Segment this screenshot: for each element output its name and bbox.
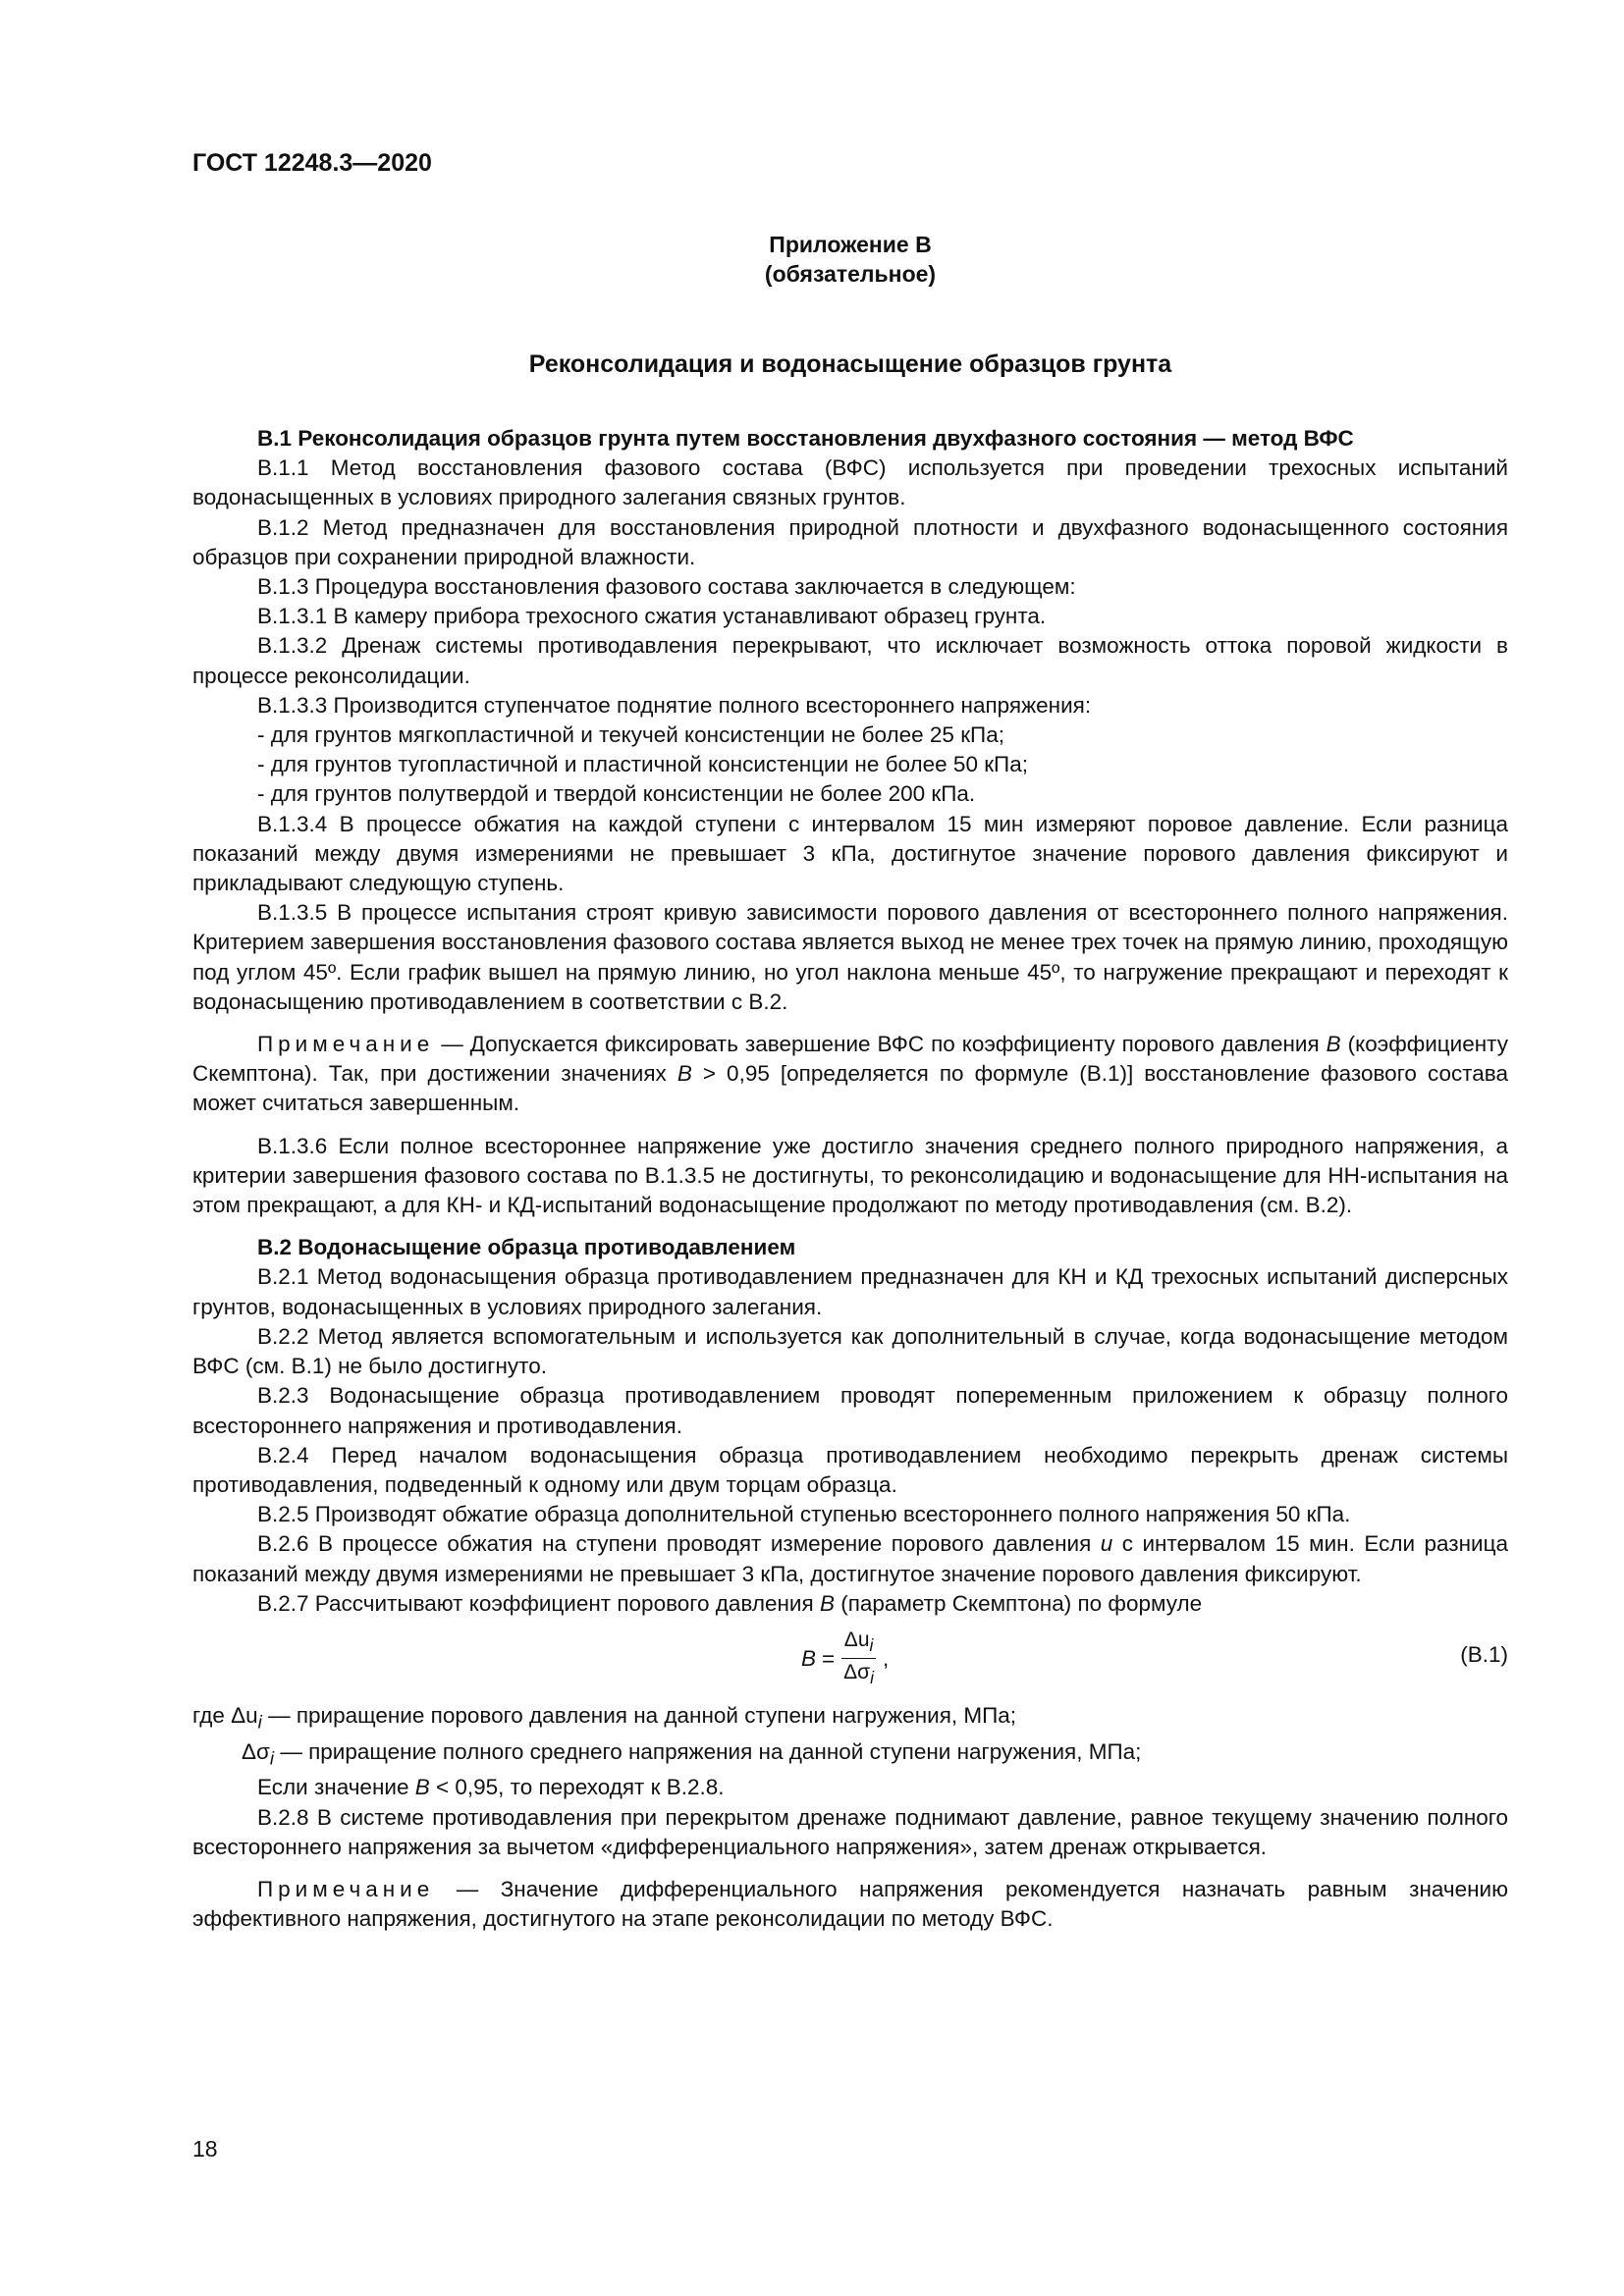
condition-line <box>192 1773 1508 1802</box>
formula-number: (В.1) <box>1460 1641 1508 1667</box>
paragraph-text: Если значение <box>257 1775 415 1800</box>
paragraph-b2-1: В.2.1 Метод водонасыщения образца противодавлением предназначен для КН и КД трехосных испытаний дисперсных грунтов, водонасыщенных в условиях природного залегания. <box>192 1264 1508 1319</box>
paragraph-b1-1: В.1.1 Метод восстановления фазового состава (ВФС) используется при проведении трехосных испытаний водонасыщенных в условиях природного залегания связных грунтов. <box>192 455 1508 510</box>
note-2 <box>192 1875 1508 1934</box>
formula-denominator <box>840 1659 877 1689</box>
variable-b: B <box>819 1590 835 1616</box>
list-item: - для грунтов мягкопластичной и текучей консистенции не более 25 кПа; <box>257 722 1004 748</box>
paragraph-b1-3-5: В.1.3.5 В процессе испытания строят кривую зависимости порового давления от всестороннего полного напряжения. Критерием завершения восстановления фазового состава является выход не менее трех точек на прямую линию, проходящую под углом 45º. Если график вышел на прямую линию, но угол наклона меньше 45º, то нагружение прекращают и переходят к водонасыщению противодавлением в соответствии с В.2. <box>192 900 1508 1014</box>
numerator-subscript: i <box>869 1635 874 1656</box>
note-text: > 0,95 [определяется по формуле (В.1)] восстановление фазового состава может считаться завершенным. <box>192 1061 1508 1116</box>
note-label: Примечание <box>257 1032 435 1057</box>
paragraph-b2-4: В.2.4 Перед началом водонасыщения образца противодавлением необходимо перекрыть дренаж системы противодавления, подведенный к одному или двум торцам образца. <box>192 1442 1508 1497</box>
formula-equals: = <box>822 1646 836 1671</box>
formula-fraction <box>840 1629 877 1689</box>
paragraph-text: с интервалом 15 мин. Если разница показаний между двумя измерениями не превышает 3 кПа, достигнутое значение порового давления фиксируют. <box>192 1531 1509 1586</box>
formula-comma: , <box>883 1646 890 1671</box>
paragraph-b1-3-2: В.1.3.2 Дренаж системы противодавления перекрывают, что исключает возможность оттока поровой жидкости в процессе реконсолидации. <box>192 633 1508 688</box>
paragraph-text: В.2.6 В процессе обжатия на ступени проводят измерение порового давления <box>257 1531 1101 1557</box>
paragraph-b1-3-6: В.1.3.6 Если полное всестороннее напряжение уже достигло значения среднего полного природного напряжения, а критерии завершения фазового состава по В.1.3.5 не достигнуты, то реконсолидацию и водонасыщение для НН-испытания на этом прекращают, а для КН- и КД-испытаний водонасыщение продолжают по методу противодавления (см. В.2). <box>192 1133 1508 1218</box>
paragraph-b2-5: В.2.5 Производят обжатие образца дополнительной ступенью всестороннего полного напряжения 50 кПа. <box>257 1502 1351 1527</box>
definition: — приращение порового давления на данной ступени нагружения, МПа; <box>261 1702 1017 1728</box>
subscript: i <box>257 1711 262 1733</box>
note-1 <box>192 1030 1508 1119</box>
definition: — приращение полного среднего напряжения на данной ступени нагружения, МПа; <box>274 1738 1142 1764</box>
paragraph-b2-8: В.2.8 В системе противодавления при перекрытом дренаже поднимают давление, равное текущему значению полного всестороннего напряжения за вычетом «дифференциального напряжения», затем дренаж открывается. <box>192 1804 1508 1859</box>
formula-b1 <box>192 1623 1508 1693</box>
formula-lhs: B <box>801 1646 817 1671</box>
numerator-symbol: Δu <box>843 1628 870 1651</box>
paragraph-b1-2: В.1.2 Метод предназначен для восстановления природной плотности и двухфазного водонасыщенного состояния образцов при сохранении природной влажности. <box>192 514 1508 569</box>
formula-numerator <box>841 1629 877 1659</box>
list-item: - для грунтов полутвердой и твердой консистенции не более 200 кПа. <box>257 781 976 807</box>
section-heading-b2: В.2 Водонасыщение образца противодавлением <box>257 1235 796 1260</box>
variable-b: B <box>1326 1032 1341 1057</box>
symbol: Δσ <box>242 1738 270 1764</box>
paragraph-b1-3-4: В.1.3.4 В процессе обжатия на каждой ступени с интервалом 15 мин измеряют поровое давление. Если разница показаний между двумя измерениями не превышает 3 кПа, достигнутое значение порового давления фиксируют и прикладывают следующую ступень. <box>192 811 1508 896</box>
page-number: 18 <box>192 2136 218 2162</box>
variable-u: u <box>1100 1531 1113 1557</box>
paragraph-b1-3-3: В.1.3.3 Производится ступенчатое поднятие полного всестороннего напряжения: <box>257 692 1092 718</box>
where-line-1 <box>192 1701 1508 1737</box>
where-line-2 <box>192 1737 1508 1774</box>
annex-heading <box>192 230 1508 289</box>
paragraph-b1-3-1: В.1.3.1 В камеру прибора трехосного сжатия устанавливают образец грунта. <box>257 604 1047 629</box>
subscript: i <box>269 1747 275 1769</box>
note-text: — Значение дифференциального напряжения рекомендуется назначать равным значению эффективного напряжения, достигнутого на этапе реконсолидации по методу ВФС. <box>192 1876 1508 1932</box>
document-code: ГОСТ 12248.3—2020 <box>192 149 432 177</box>
note-label: Примечание <box>257 1876 435 1901</box>
paragraph-b2-7 <box>192 1589 1508 1619</box>
annex-title: Реконсолидация и водонасыщение образцов грунта <box>528 350 1172 378</box>
note-text: (коэффициенту Скемптона). Так, при достижении значениях <box>192 1032 1508 1087</box>
paragraph-b2-3: В.2.3 Водонасыщение образца противодавлением проводят попеременным приложением к образцу полного всестороннего напряжения и противодавления. <box>192 1383 1508 1438</box>
where-prefix: где <box>192 1702 232 1728</box>
paragraph-text: В.2.7 Рассчитывают коэффициент порового давления <box>257 1590 820 1616</box>
formula-expression <box>801 1629 889 1689</box>
variable-b: B <box>677 1061 692 1087</box>
paragraph-text: (параметр Скемптона) по формуле <box>834 1590 1203 1616</box>
paragraph-b2-6 <box>192 1529 1508 1588</box>
symbol: Δu <box>231 1702 258 1728</box>
denominator-symbol: Δσ <box>843 1661 871 1684</box>
denominator-subscript: i <box>870 1668 875 1688</box>
paragraph-text: < 0,95, то переходят к В.2.8. <box>429 1775 725 1800</box>
annex-label: Приложение В <box>769 232 932 257</box>
paragraph-b1-3: В.1.3 Процедура восстановления фазового состава заключается в следующем: <box>257 574 1076 600</box>
annex-status: (обязательное) <box>764 261 937 287</box>
paragraph-b2-2: В.2.2 Метод является вспомогательным и используется как дополнительный в случае, когда водонасыщение методом ВФС (см. В.1) не было достигнуто. <box>192 1323 1508 1379</box>
variable-b: B <box>414 1775 430 1800</box>
section-heading-b1: В.1 Реконсолидация образцов грунта путем восстановления двухфазного состояния — метод ВФС <box>257 426 1354 451</box>
note-text: — Допускается фиксировать завершение ВФС по коэффициенту порового давления <box>434 1032 1326 1057</box>
list-item: - для грунтов тугопластичной и пластичной консистенции не более 50 кПа; <box>257 752 1028 777</box>
document-body <box>192 424 1508 1934</box>
